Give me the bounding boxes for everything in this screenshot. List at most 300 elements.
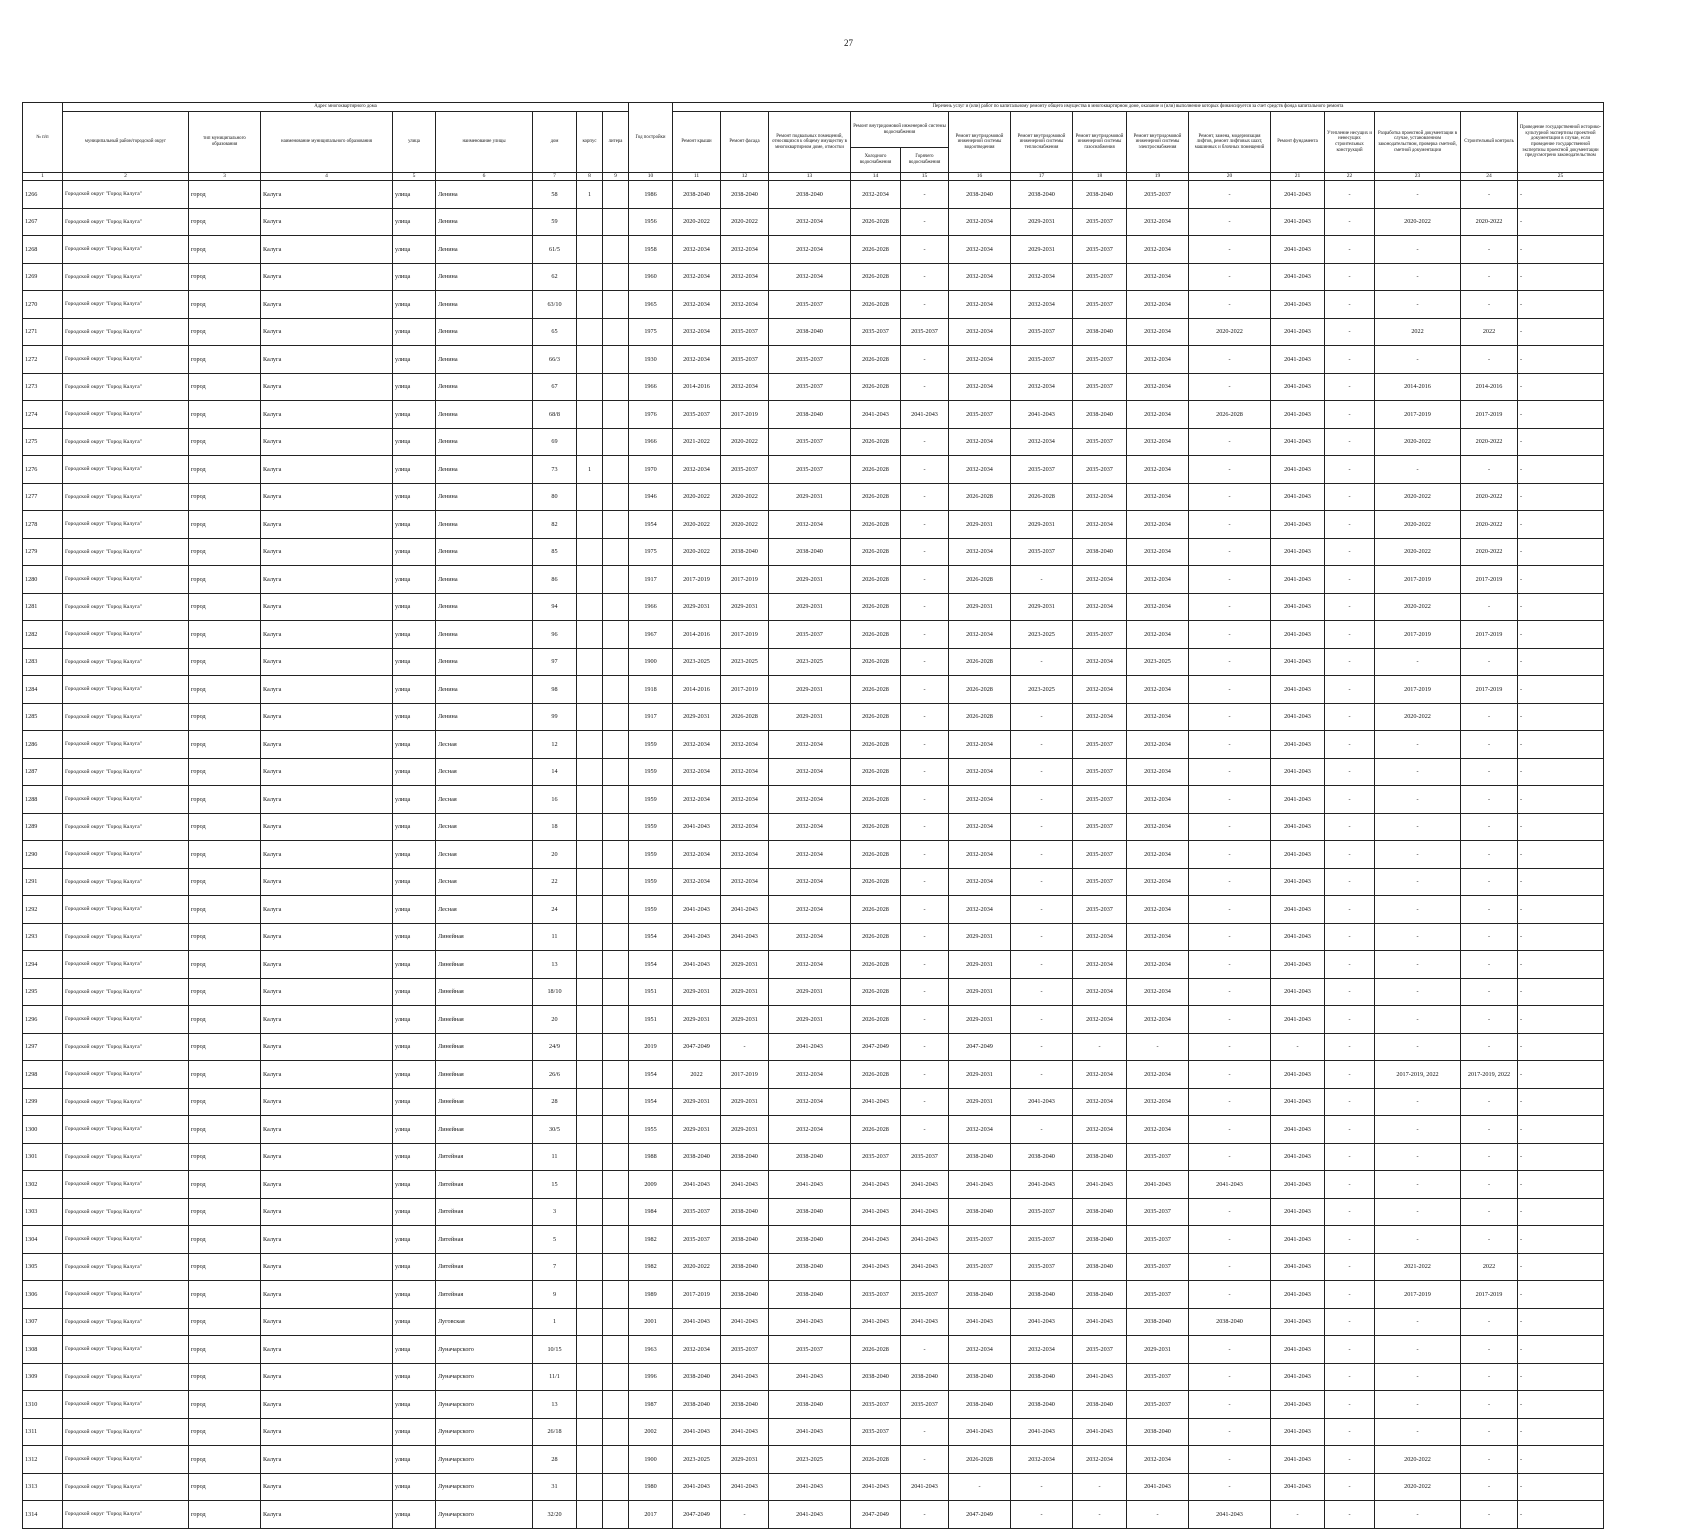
cell-street-type: улица [393,1253,436,1281]
cell-korpus [577,346,603,374]
col-header-water-group: Ремонт внутридомовой инженерной системы водоснабжения [851,112,949,148]
cell-roof: 2032-2034 [673,758,721,786]
cell-design-docs: - [1375,1171,1461,1199]
cell-heating: 2035-2037 [1011,318,1073,346]
cell-foundation: - [1271,1501,1325,1529]
cell-house: 24/9 [533,1033,577,1061]
cell-district: Городской округ "Город Калуга" [63,1088,189,1116]
cell-mun-name: Калуга [261,703,393,731]
cell-foundation: 2041-2043 [1271,1198,1325,1226]
cell-litera [603,1281,629,1309]
cell-row-num: 1276 [23,456,63,484]
cell-basement: 2032-2034 [769,813,851,841]
cell-hot-water: - [901,263,949,291]
cell-hot-water: - [901,758,949,786]
cell-mun-type: город [189,538,261,566]
cell-culture-expertise: - [1518,758,1604,786]
table-row [23,1061,1604,1089]
cell-cold-water: 2047-2049 [851,1033,901,1061]
cell-facade: 2041-2043 [721,1363,769,1391]
cell-lift: 2038-2040 [1189,1308,1271,1336]
cell-construction-control: - [1461,181,1518,209]
cell-construction-control: - [1461,1088,1518,1116]
table-row [23,346,1604,374]
cell-gas: 2038-2040 [1073,1143,1127,1171]
table-row [23,1391,1604,1419]
cell-mun-type: город [189,208,261,236]
cell-heating: 2023-2025 [1011,621,1073,649]
cell-insulation: - [1325,428,1375,456]
cell-drainage: 2032-2034 [949,813,1011,841]
cell-lift: - [1189,758,1271,786]
cell-year: 1959 [629,841,673,869]
cell-cold-water: 2041-2043 [851,1308,901,1336]
table-row [23,896,1604,924]
cell-korpus [577,1281,603,1309]
cell-year: 1959 [629,758,673,786]
cell-facade: 2032-2034 [721,841,769,869]
cell-mun-type: город [189,676,261,704]
cell-row-num: 1297 [23,1033,63,1061]
cell-mun-type: город [189,1473,261,1501]
cell-culture-expertise: - [1518,236,1604,264]
table-row [23,1418,1604,1446]
cell-mun-type: город [189,1226,261,1254]
cell-row-num: 1311 [23,1418,63,1446]
cell-insulation: - [1325,978,1375,1006]
cell-street-type: улица [393,813,436,841]
cell-facade: 2038-2040 [721,1281,769,1309]
cell-lift: - [1189,1336,1271,1364]
cell-heating: 2038-2040 [1011,181,1073,209]
cell-construction-control: 2022 [1461,318,1518,346]
table-row [23,1473,1604,1501]
cell-insulation: - [1325,1473,1375,1501]
cell-hot-water: - [901,181,949,209]
cell-gas: 2035-2037 [1073,896,1127,924]
cell-row-num: 1304 [23,1226,63,1254]
cell-house: 82 [533,511,577,539]
cell-insulation: - [1325,511,1375,539]
cell-row-num: 1298 [23,1061,63,1089]
cell-roof: 2035-2037 [673,1226,721,1254]
cell-district: Городской округ "Город Калуга" [63,456,189,484]
cell-roof: 2041-2043 [673,923,721,951]
cell-electric: 2032-2034 [1127,483,1189,511]
col-header-num: № п/п [23,103,63,173]
cell-drainage: 2029-2031 [949,951,1011,979]
cell-district: Городской округ "Город Калуга" [63,566,189,594]
cell-litera [603,1226,629,1254]
cell-korpus [577,1418,603,1446]
cell-korpus [577,291,603,319]
cell-street-name: Литейная [436,1253,533,1281]
cell-drainage: 2032-2034 [949,236,1011,264]
cell-mun-name: Калуга [261,346,393,374]
cell-facade: 2038-2040 [721,538,769,566]
col-header-cold: Холодного водоснабжения [851,148,901,173]
cell-heating: - [1011,951,1073,979]
cell-insulation: - [1325,538,1375,566]
cell-korpus [577,951,603,979]
cell-house: 12 [533,731,577,759]
cell-street-type: улица [393,291,436,319]
cell-facade: 2032-2034 [721,236,769,264]
cell-foundation: 2041-2043 [1271,566,1325,594]
cell-foundation: 2041-2043 [1271,896,1325,924]
cell-district: Городской округ "Город Калуга" [63,208,189,236]
column-number: 12 [721,173,769,181]
cell-korpus [577,731,603,759]
cell-litera [603,978,629,1006]
table-row [23,1281,1604,1309]
cell-foundation: 2041-2043 [1271,1116,1325,1144]
cell-year: 1966 [629,593,673,621]
cell-lift: - [1189,346,1271,374]
cell-construction-control: - [1461,1143,1518,1171]
cell-gas: 2035-2037 [1073,208,1127,236]
cell-district: Городской округ "Город Калуга" [63,1418,189,1446]
cell-culture-expertise: - [1518,373,1604,401]
cell-heating: 2038-2040 [1011,1143,1073,1171]
cell-district: Городской округ "Город Калуга" [63,1308,189,1336]
cell-korpus [577,538,603,566]
cell-litera [603,1088,629,1116]
cell-roof: 2029-2031 [673,1116,721,1144]
column-number: 14 [851,173,901,181]
table-row [23,703,1604,731]
cell-row-num: 1284 [23,676,63,704]
cell-drainage: 2026-2028 [949,676,1011,704]
cell-litera [603,263,629,291]
cell-litera [603,318,629,346]
col-header-heat: Ремонт внутридомовой инженерной системы теплоснабжения [1011,112,1073,173]
cell-row-num: 1291 [23,868,63,896]
cell-design-docs: - [1375,291,1461,319]
cell-litera [603,1501,629,1529]
cell-basement: 2035-2037 [769,346,851,374]
cell-design-docs: - [1375,1336,1461,1364]
cell-foundation: 2041-2043 [1271,951,1325,979]
column-number: 16 [949,173,1011,181]
cell-basement: 2038-2040 [769,1198,851,1226]
cell-foundation: 2041-2043 [1271,263,1325,291]
cell-basement: 2032-2034 [769,951,851,979]
cell-construction-control: - [1461,758,1518,786]
cell-korpus [577,1391,603,1419]
cell-house: 14 [533,758,577,786]
table-row [23,1171,1604,1199]
cell-district: Городской округ "Город Калуга" [63,731,189,759]
group-header-address: Адрес многоквартирного дома [63,103,629,112]
cell-cold-water: 2026-2028 [851,1006,901,1034]
cell-street-type: улица [393,703,436,731]
cell-district: Городской округ "Город Калуга" [63,786,189,814]
cell-litera [603,511,629,539]
cell-hot-water: 2035-2037 [901,1281,949,1309]
cell-basement: 2032-2034 [769,208,851,236]
cell-litera [603,868,629,896]
cell-gas: 2038-2040 [1073,401,1127,429]
cell-foundation: 2041-2043 [1271,1446,1325,1474]
cell-house: 30/5 [533,1116,577,1144]
cell-culture-expertise: - [1518,511,1604,539]
col-header-design: Разработка проектной документации в случае, установленном законодательством, проверка сметной, сметной документации [1375,112,1461,173]
cell-culture-expertise: - [1518,648,1604,676]
cell-district: Городской округ "Город Калуга" [63,401,189,429]
cell-street-name: Луначарского [436,1446,533,1474]
cell-cold-water: 2026-2028 [851,236,901,264]
cell-facade: 2035-2037 [721,318,769,346]
cell-row-num: 1295 [23,978,63,1006]
cell-roof: 2035-2037 [673,1198,721,1226]
cell-mun-name: Калуга [261,1226,393,1254]
cell-house: 20 [533,841,577,869]
cell-heating: - [1011,1473,1073,1501]
cell-insulation: - [1325,731,1375,759]
cell-heating: 2032-2034 [1011,263,1073,291]
cell-culture-expertise: - [1518,483,1604,511]
cell-basement: 2038-2040 [769,1226,851,1254]
cell-korpus [577,621,603,649]
column-number: 11 [673,173,721,181]
cell-street-type: улица [393,1033,436,1061]
table-row [23,181,1604,209]
column-number: 7 [533,173,577,181]
cell-construction-control: - [1461,1391,1518,1419]
cell-row-num: 1268 [23,236,63,264]
cell-mun-name: Калуга [261,1391,393,1419]
cell-district: Городской округ "Город Калуга" [63,676,189,704]
table-row [23,483,1604,511]
cell-mun-type: город [189,291,261,319]
cell-lift: - [1189,181,1271,209]
cell-cold-water: 2035-2037 [851,1418,901,1446]
cell-street-type: улица [393,1501,436,1529]
cell-mun-name: Калуга [261,1006,393,1034]
cell-lift: - [1189,1198,1271,1226]
cell-foundation: 2041-2043 [1271,1253,1325,1281]
cell-korpus [577,1501,603,1529]
cell-district: Городской округ "Город Калуга" [63,923,189,951]
cell-heating: 2035-2037 [1011,1253,1073,1281]
cell-facade: 2029-2031 [721,1088,769,1116]
cell-foundation: 2041-2043 [1271,208,1325,236]
cell-drainage: 2026-2028 [949,1446,1011,1474]
cell-district: Городской округ "Город Калуга" [63,1006,189,1034]
cell-mun-name: Калуга [261,291,393,319]
cell-korpus [577,703,603,731]
cell-insulation: - [1325,1501,1375,1529]
cell-electric: 2035-2037 [1127,1198,1189,1226]
cell-house: 31 [533,1473,577,1501]
cell-lift: - [1189,1061,1271,1089]
cell-design-docs: - [1375,648,1461,676]
cell-mun-name: Калуга [261,373,393,401]
cell-gas: 2035-2037 [1073,1336,1127,1364]
cell-litera [603,483,629,511]
cell-insulation: - [1325,346,1375,374]
cell-culture-expertise: - [1518,208,1604,236]
cell-foundation: 2041-2043 [1271,456,1325,484]
cell-mun-name: Калуга [261,951,393,979]
cell-electric: 2032-2034 [1127,1006,1189,1034]
cell-design-docs: 2020-2022 [1375,511,1461,539]
cell-insulation: - [1325,236,1375,264]
cell-construction-control: 2020-2022 [1461,483,1518,511]
cell-mun-type: город [189,1061,261,1089]
cell-insulation: - [1325,401,1375,429]
cell-foundation: 2041-2043 [1271,1143,1325,1171]
cell-heating: - [1011,731,1073,759]
cell-street-type: улица [393,1446,436,1474]
cell-construction-control: - [1461,1501,1518,1529]
cell-district: Городской округ "Город Калуга" [63,1143,189,1171]
cell-korpus [577,1116,603,1144]
cell-basement: 2038-2040 [769,1281,851,1309]
cell-basement: 2038-2040 [769,181,851,209]
cell-mun-name: Калуга [261,1198,393,1226]
table-row [23,1308,1604,1336]
cell-design-docs: - [1375,1308,1461,1336]
cell-lift: - [1189,291,1271,319]
cell-facade: 2032-2034 [721,291,769,319]
cell-mun-type: город [189,1006,261,1034]
cell-facade: 2017-2019 [721,676,769,704]
cell-street-name: Луначарского [436,1473,533,1501]
cell-mun-name: Калуга [261,208,393,236]
cell-facade: 2038-2040 [721,1198,769,1226]
cell-heating: - [1011,1116,1073,1144]
cell-lift: - [1189,483,1271,511]
cell-basement: 2023-2025 [769,648,851,676]
cell-year: 1959 [629,731,673,759]
table-row [23,593,1604,621]
cell-electric: - [1127,1033,1189,1061]
cell-gas: 2032-2034 [1073,923,1127,951]
cell-row-num: 1305 [23,1253,63,1281]
cell-district: Городской округ "Город Калуга" [63,1198,189,1226]
cell-street-name: Лесная [436,758,533,786]
cell-gas: 2035-2037 [1073,236,1127,264]
cell-litera [603,373,629,401]
cell-row-num: 1289 [23,813,63,841]
cell-facade: 2032-2034 [721,373,769,401]
cell-facade: 2041-2043 [721,896,769,924]
cell-lift: - [1189,868,1271,896]
cell-mun-type: город [189,236,261,264]
cell-year: 1959 [629,786,673,814]
cell-construction-control: 2017-2019 [1461,1281,1518,1309]
cell-mun-type: город [189,841,261,869]
cell-gas: 2032-2034 [1073,566,1127,594]
cell-basement: 2032-2034 [769,923,851,951]
cell-mun-type: город [189,1033,261,1061]
cell-row-num: 1302 [23,1171,63,1199]
cell-street-type: улица [393,346,436,374]
cell-street-name: Линейная [436,1116,533,1144]
cell-street-name: Ленина [436,263,533,291]
table-row [23,923,1604,951]
cell-insulation: - [1325,648,1375,676]
cell-district: Городской округ "Город Калуга" [63,1473,189,1501]
cell-foundation: 2041-2043 [1271,978,1325,1006]
col-header-facade: Ремонт фасада [721,112,769,173]
cell-drainage: 2026-2028 [949,648,1011,676]
cell-mun-name: Калуга [261,263,393,291]
cell-house: 68/8 [533,401,577,429]
cell-foundation: 2041-2043 [1271,593,1325,621]
cell-cold-water: 2026-2028 [851,978,901,1006]
cell-facade: 2020-2022 [721,208,769,236]
cell-street-name: Луначарского [436,1391,533,1419]
cell-culture-expertise: - [1518,1116,1604,1144]
col-header-korpus: корпус [577,112,603,173]
cell-gas: 2035-2037 [1073,841,1127,869]
cell-gas: 2038-2040 [1073,318,1127,346]
cell-mun-name: Калуга [261,511,393,539]
cell-drainage: 2041-2043 [949,1308,1011,1336]
cell-district: Городской округ "Город Калуга" [63,1363,189,1391]
cell-street-name: Ленина [436,373,533,401]
cell-facade: 2017-2019 [721,566,769,594]
cell-insulation: - [1325,593,1375,621]
cell-electric: 2032-2034 [1127,373,1189,401]
cell-year: 1951 [629,1006,673,1034]
cell-mun-name: Калуга [261,1143,393,1171]
table-row [23,1006,1604,1034]
cell-basement: 2032-2034 [769,868,851,896]
cell-litera [603,456,629,484]
cell-mun-name: Калуга [261,648,393,676]
cell-foundation: 2041-2043 [1271,1391,1325,1419]
table-row [23,538,1604,566]
column-number: 17 [1011,173,1073,181]
cell-row-num: 1299 [23,1088,63,1116]
cell-mun-type: город [189,181,261,209]
cell-foundation: 2041-2043 [1271,1006,1325,1034]
cell-construction-control: - [1461,1446,1518,1474]
cell-insulation: - [1325,621,1375,649]
cell-roof: 2032-2034 [673,731,721,759]
cell-electric: 2035-2037 [1127,1253,1189,1281]
cell-drainage: 2035-2037 [949,401,1011,429]
cell-street-type: улица [393,786,436,814]
cell-street-type: улица [393,1391,436,1419]
cell-facade: 2038-2040 [721,1253,769,1281]
cell-gas: 2032-2034 [1073,593,1127,621]
cell-street-type: улица [393,1143,436,1171]
cell-gas: 2038-2040 [1073,1391,1127,1419]
col-header-hot: Горячего водоснабжения [901,148,949,173]
cell-row-num: 1306 [23,1281,63,1309]
cell-district: Городской округ "Город Калуга" [63,538,189,566]
cell-korpus [577,1033,603,1061]
cell-hot-water: - [901,1116,949,1144]
cell-culture-expertise: - [1518,1253,1604,1281]
cell-basement: 2023-2025 [769,1446,851,1474]
cell-gas: 2032-2034 [1073,703,1127,731]
cell-insulation: - [1325,1116,1375,1144]
cell-hot-water: 2038-2040 [901,1363,949,1391]
cell-street-type: улица [393,566,436,594]
cell-basement: 2032-2034 [769,1061,851,1089]
cell-basement: 2032-2034 [769,1116,851,1144]
cell-drainage: 2029-2031 [949,1088,1011,1116]
cell-house: 7 [533,1253,577,1281]
cell-korpus [577,1198,603,1226]
cell-street-type: улица [393,236,436,264]
